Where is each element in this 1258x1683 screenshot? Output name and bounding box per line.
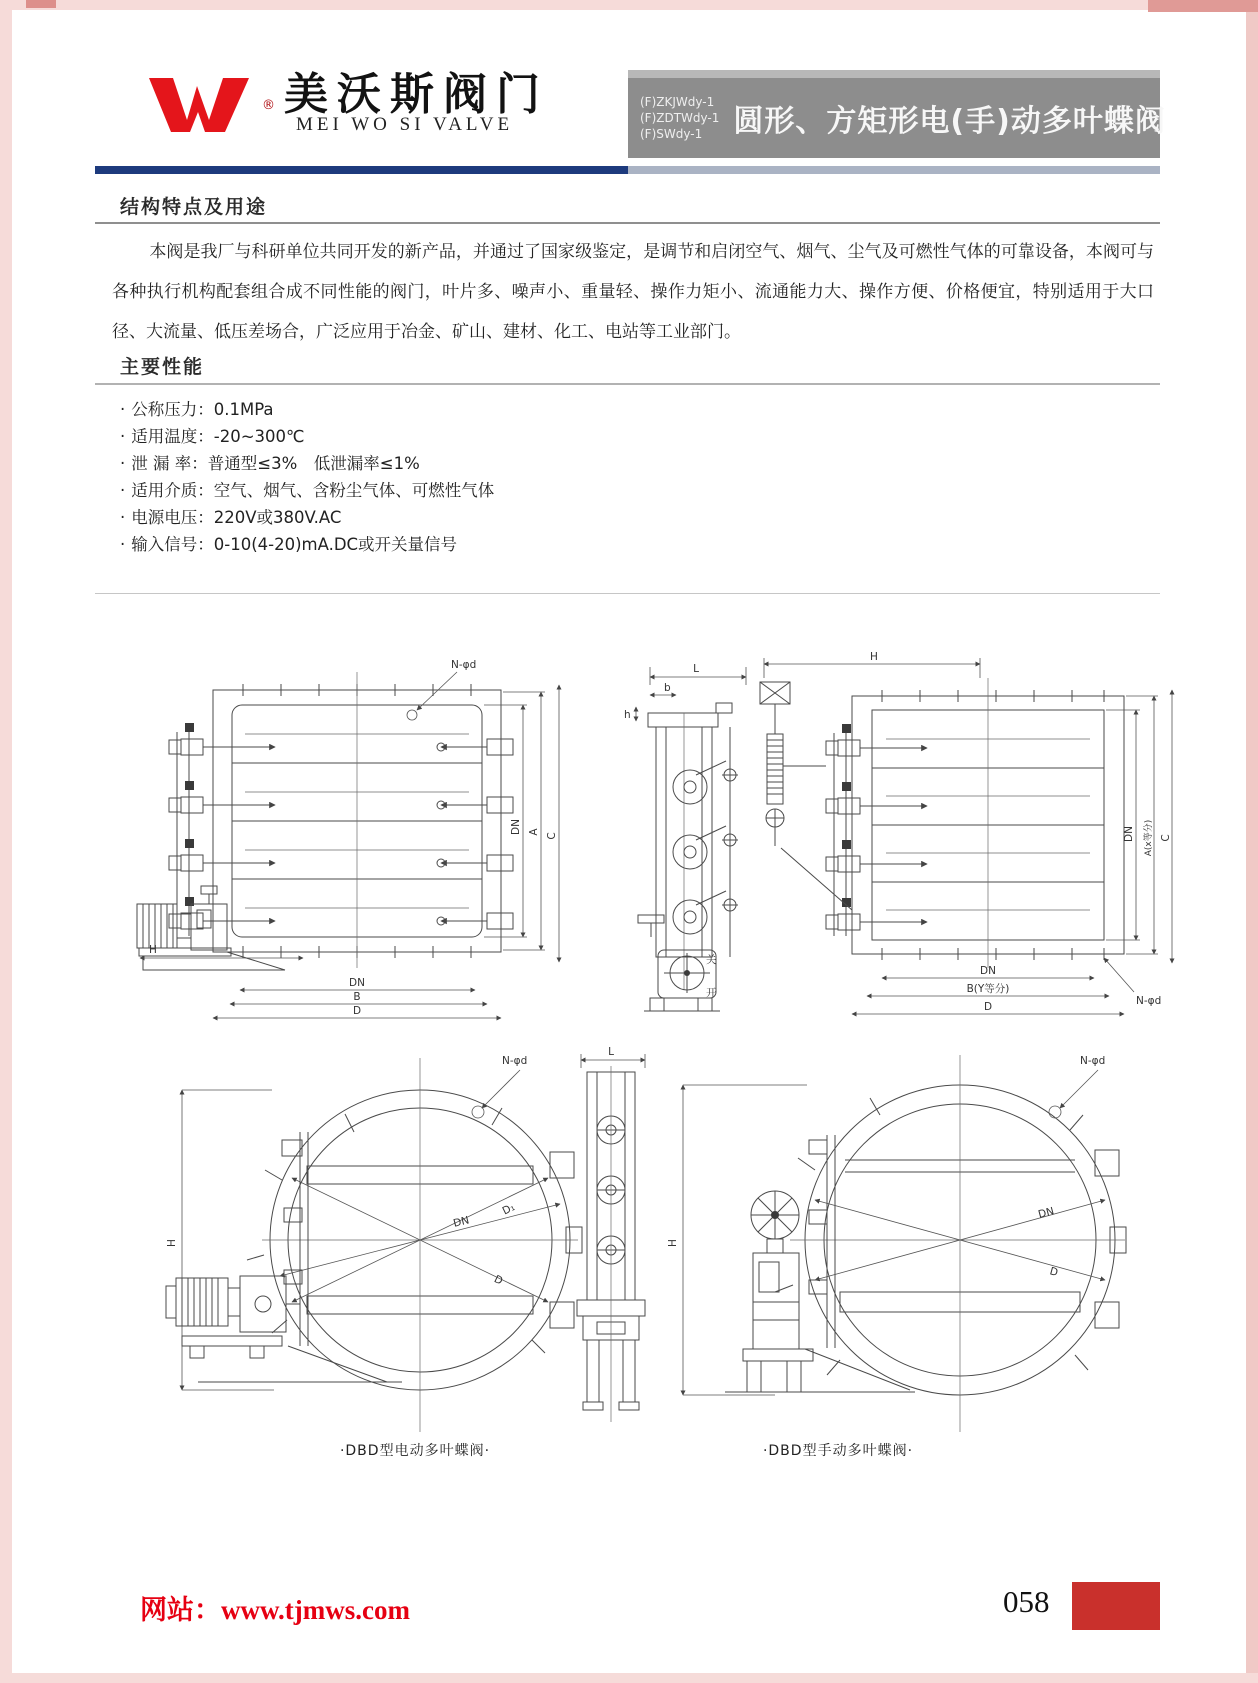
dim-label: H: [667, 1239, 679, 1247]
list-item: [120, 531, 494, 558]
bullet-icon: ·: [120, 427, 126, 446]
linkage: [638, 761, 738, 937]
dim-label: D: [983, 1001, 993, 1013]
colon: ：: [191, 454, 208, 473]
dim-label: A: [528, 828, 540, 836]
dim-label: D₁: [500, 1201, 517, 1218]
colon: ：: [197, 427, 214, 446]
dim-label: A(x等分): [1144, 819, 1154, 857]
perf-label: 公称压力: [131, 400, 198, 419]
page-corner-accent-left: [26, 0, 56, 8]
features-paragraph: 本阀是我厂与科研单位共同开发的新产品，并通过了国家级鉴定，是调节和启闭空气、烟气、尘气及可燃性气体的可靠设备，本阀可与各种执行机构配套组合成不同性能的阀门，叶片多、噪声小、重量轻、操作力矩小、流通能力大、操作方便、价格便宜，特别适用于大口径、大流量、低压差场合，广泛应用于冶金、矿山、建材、化工、电站等工业部门。: [112, 242, 1154, 342]
list-item: [120, 504, 494, 531]
dim-label: L: [693, 663, 699, 675]
header-blue-bar-light: [628, 166, 1160, 174]
footer-red-block: [1072, 1582, 1160, 1630]
dim-label: L: [608, 1046, 614, 1058]
side-body: [648, 703, 732, 957]
drawing-side-view: [598, 655, 773, 1020]
dim-label: b: [664, 682, 671, 694]
list-item: [120, 477, 494, 504]
title-box-top-strip: [628, 70, 1160, 78]
section-rule-performance: [95, 383, 1160, 385]
dim-label: h: [624, 709, 631, 721]
dim-label: DN: [980, 965, 996, 977]
dim-label: DN: [452, 1214, 471, 1230]
colon: ：: [197, 400, 214, 419]
perf-value: -20~300℃: [213, 427, 305, 446]
list-item: [120, 396, 494, 423]
caption-manual: ·DBD型手动多叶蝶阀·: [762, 1443, 914, 1459]
dim-label: H: [149, 944, 157, 956]
dim-label: N-φd: [502, 1055, 528, 1067]
dim-label: DN: [1036, 1205, 1056, 1221]
manual-actuator: [760, 682, 852, 910]
section-rule-features: [95, 222, 1160, 224]
page-corner-accent-right: [1148, 0, 1258, 12]
dim-label: DN: [1123, 826, 1135, 842]
open-label: 开: [706, 987, 717, 999]
caption-electric: ·DBD型电动多叶蝶阀·: [339, 1443, 491, 1459]
dim-label: DN: [510, 819, 522, 835]
axes: [262, 1058, 578, 1432]
header-blue-bar: [95, 166, 628, 174]
electric-actuator: [166, 1132, 402, 1382]
colon: ：: [197, 508, 214, 527]
electric-actuator: [137, 886, 285, 970]
bullet-icon: ·: [120, 481, 126, 500]
perf-value: 普通型≤3% 低泄漏率≤1%: [207, 454, 420, 473]
model-code-1: (F)ZKJWdy-1: [640, 94, 715, 109]
perf-label: 泄 漏 率: [131, 454, 192, 473]
perf-label: 适用温度: [131, 427, 198, 446]
model-codes: [628, 94, 719, 143]
registered-mark: ®: [262, 98, 275, 113]
brand-name-en: MEI WO SI VALVE: [296, 114, 514, 135]
dim-label: C: [1160, 834, 1172, 842]
blade-lines: [245, 672, 469, 968]
page-number: 058: [1003, 1584, 1050, 1619]
page-edge-left: [0, 0, 12, 1683]
section-heading-features: 结构特点及用途: [120, 196, 268, 218]
page-edge-right: [1246, 0, 1258, 1683]
drawing-circle-electric: [162, 1040, 582, 1435]
perf-value: 空气、烟气、含粉尘气体、可燃性气体: [213, 481, 495, 500]
blade-lines: [886, 678, 1090, 968]
website-link[interactable]: 网站：www.tjmws.com: [140, 1595, 410, 1625]
bullet-icon: ·: [120, 400, 126, 419]
dim-label: D: [1048, 1265, 1060, 1279]
logo-w-icon: [149, 78, 249, 132]
section-heading-performance: 主要性能: [120, 356, 205, 378]
axes: [790, 1055, 1125, 1432]
dim-label: C: [546, 832, 558, 840]
dim-label: N-φd: [451, 659, 477, 671]
dim-label: H: [870, 651, 878, 663]
dim-label: N-φd: [1080, 1055, 1106, 1067]
dim-label: N-φd: [1136, 995, 1162, 1007]
list-item: [120, 450, 494, 477]
left-shaft-pins: [826, 724, 927, 936]
page-edge-bottom: [0, 1673, 1258, 1683]
dimensions: [140, 672, 559, 1018]
brand-logo-mark: [145, 70, 263, 134]
dim-label: B(Y等分): [966, 983, 1010, 995]
dim-label: D: [352, 1005, 362, 1017]
perf-value: 0.1MPa: [213, 400, 274, 419]
list-item: [120, 423, 494, 450]
performance-list: [120, 396, 494, 558]
page-edge-top: [0, 0, 1258, 10]
close-label: 关: [706, 954, 717, 966]
bullet-icon: ·: [120, 454, 126, 473]
perf-label: 输入信号: [131, 535, 198, 554]
perf-label: 适用介质: [131, 481, 198, 500]
drawing-circle-manual: [655, 1040, 1175, 1435]
colon: ：: [197, 481, 214, 500]
dim-label: D: [492, 1273, 505, 1288]
diameter-dims: [683, 1070, 1105, 1395]
model-code-2: (F)ZDTWdy-1: [640, 110, 720, 125]
dim-label: B: [353, 991, 361, 1003]
model-code-3: (F)SWdy-1: [640, 127, 703, 142]
title-box: [628, 78, 1166, 158]
colon: ：: [197, 535, 214, 554]
perf-value: 0-10(4-20)mA.DC或开关量信号: [213, 535, 458, 554]
divider-line: [95, 593, 1160, 594]
perf-value: 220V或380V.AC: [213, 508, 342, 527]
dim-label: H: [166, 1239, 178, 1247]
bullet-icon: ·: [120, 535, 126, 554]
drawing-rect-manual: [752, 648, 1177, 1028]
perf-label: 电源电压: [131, 508, 198, 527]
right-shaft-pins: [437, 739, 513, 929]
page-title: 圆形、方矩形电(手)动多叶蝶阀: [733, 104, 1166, 139]
drawing-rect-electric: [135, 652, 580, 1027]
dim-label: DN: [349, 977, 365, 989]
bullet-icon: ·: [120, 508, 126, 527]
brand-name-cn: 美沃斯阀门: [284, 70, 549, 119]
